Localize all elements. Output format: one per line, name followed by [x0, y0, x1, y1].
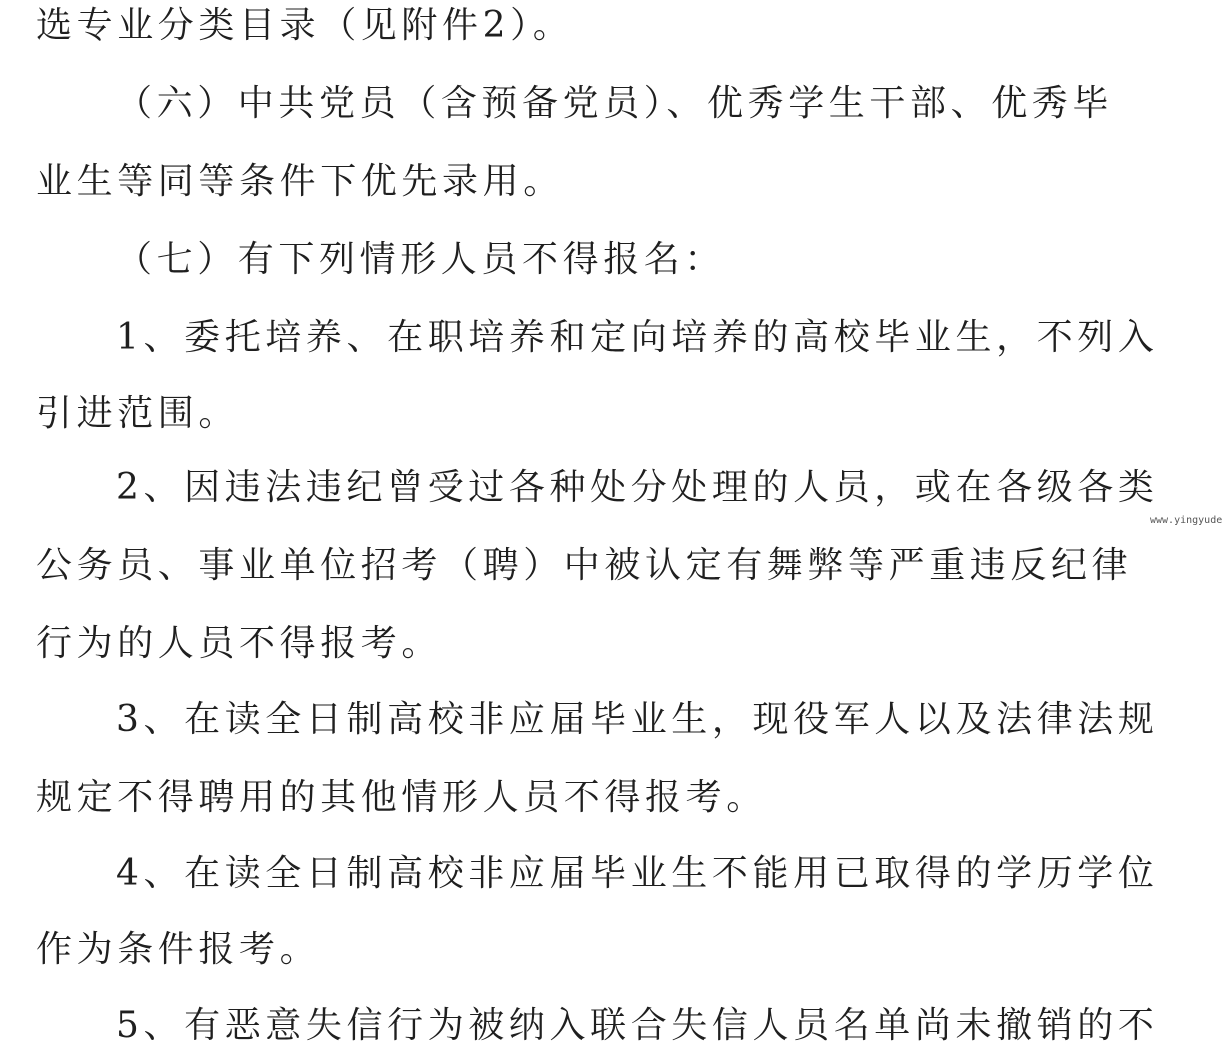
text-line-1: 选专业分类目录（见附件2）。 — [36, 5, 574, 46]
watermark-text: www.yingyude — [1150, 515, 1223, 526]
text-line-7: 2、因违法违纪曾受过各种处分处理的人员，或在各级各类 — [116, 467, 1159, 508]
text-line-9: 行为的人员不得报考。 — [36, 623, 443, 664]
text-line-12: 4、在读全日制高校非应届毕业生不能用已取得的学历学位 — [116, 853, 1159, 894]
text-line-11: 规定不得聘用的其他情形人员不得报考。 — [36, 777, 767, 818]
text-line-8: 公务员、事业单位招考（聘）中被认定有舞弊等严重违反纪律 — [36, 545, 1133, 586]
text-line-6: 引进范围。 — [36, 393, 240, 434]
text-line-14: 5、有恶意失信行为被纳入联合失信人员名单尚未撤销的不 — [116, 1005, 1159, 1046]
text-line-4: （七）有下列情形人员不得报名： — [116, 239, 726, 280]
text-line-2: （六）中共党员（含预备党员）、优秀学生干部、优秀毕 — [116, 83, 1114, 124]
text-line-10: 3、在读全日制高校非应届毕业生，现役军人以及法律法规 — [116, 699, 1159, 740]
text-line-3: 业生等同等条件下优先录用。 — [36, 161, 564, 202]
text-line-5: 1、委托培养、在职培养和定向培养的高校毕业生，不列入 — [116, 317, 1159, 358]
text-line-13: 作为条件报考。 — [36, 929, 321, 970]
